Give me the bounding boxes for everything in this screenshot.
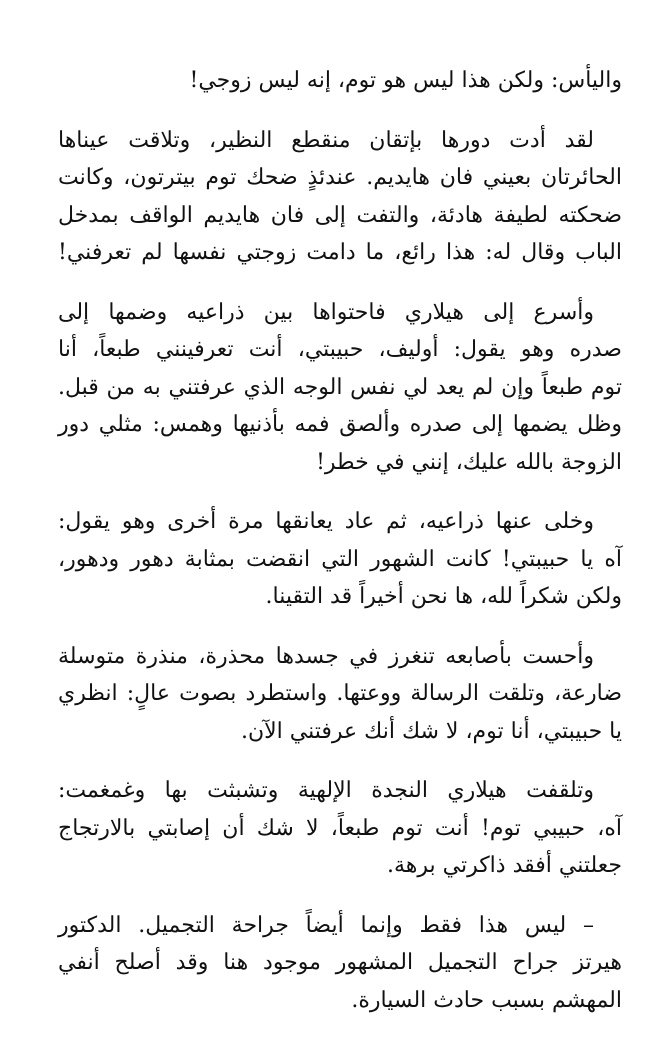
text-line: ضحكته لطيفة هادئة، والتفت إلى فان هايديم الواقف بمدخل xyxy=(58,202,622,228)
text-line: وأحست بأصابعه تنغرز في جسدها محذرة، منذرة متوسلة xyxy=(58,643,594,669)
text-line: الباب وقال له: هذا رائع، ما دامت زوجتي نفسها لم تعرفني! xyxy=(58,240,622,265)
text-line: توم طبعاً وإن لم يعد لي نفس الوجه الذي عرفتني به من قبل. xyxy=(58,374,622,400)
text-line: وخلى عنها ذراعيه، ثم عاد يعانقها مرة أخرى وهو يقول: xyxy=(58,509,594,534)
text-line: الزوجة بالله عليك، إنني في خطر! xyxy=(316,449,622,475)
text-line: هيرتز جراح التجميل المشهور موجود هنا وقد أصلح أنفي xyxy=(58,950,622,975)
text-line: وأسرع إلى هيلاري فاحتواها بين ذراعيه وضمها إلى xyxy=(58,299,594,325)
paragraph-7 xyxy=(58,907,622,1020)
document-page xyxy=(58,62,622,1041)
paragraph-6 xyxy=(58,772,622,885)
text-line: – ليس هذا فقط وإنما أيضاً جراحة التجميل. الدكتور xyxy=(58,912,594,938)
text-line: الحائرتان بعيني فان هايديم. عندئذٍ ضحك توم بيترتون، وكانت xyxy=(58,165,622,190)
text-line: ولكن شكراً لله، ها نحن أخيراً قد التقينا. xyxy=(265,584,622,609)
text-line: يا حبيبتي، أنا توم، لا شك أنك عرفتني الآن. xyxy=(240,718,622,744)
text-line: آه يا حبيبتي! كانت الشهور التي انقضت بمثابة دهور ودهور، xyxy=(58,546,622,572)
text-line: المهشم بسبب حادث السيارة. xyxy=(351,987,622,1013)
text-line: واليأس: ولكن هذا ليس هو توم، إنه ليس زوجي! xyxy=(189,68,622,93)
text-line: آه، حبيبي توم! أنت توم طبعاً، لا شك أن إصابتي بالارتجاج xyxy=(58,815,622,841)
paragraph-1 xyxy=(58,62,622,100)
paragraph-4 xyxy=(58,503,622,616)
paragraph-3 xyxy=(58,294,622,482)
text-line: جعلتني أفقد ذاكرتي برهة. xyxy=(386,853,622,878)
text-line: صدره وهو يقول: أوليف، حبيبتي، أنت تعرفينني طبعاً، أنا xyxy=(58,337,622,362)
text-line: ضارعة، وتلقت الرسالة ووعتها. واستطرد بصوت عالٍ: انظري xyxy=(58,681,622,706)
paragraph-2 xyxy=(58,122,622,272)
paragraph-5 xyxy=(58,638,622,751)
text-line: وتلقفت هيلاري النجدة الإلهية وتشبثت بها وغمغمت: xyxy=(58,778,594,803)
text-line: لقد أدت دورها بإتقان منقطع النظير، وتلاقت عيناها xyxy=(58,127,594,153)
text-line: وظل يضمها إلى صدره وألصق فمه بأذنيها وهمس: مثلي دور xyxy=(58,412,622,437)
